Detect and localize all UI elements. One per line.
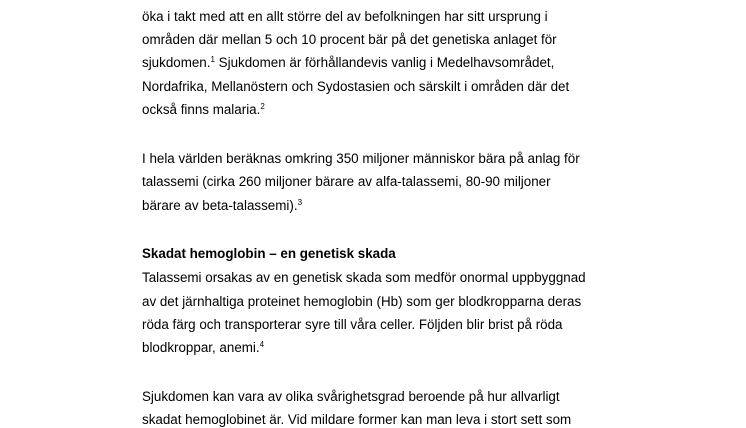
text-line: röda färg och transporterar syre till våra celler. Följden blir brist på röda [142,317,563,332]
text-line: sjukdomen.$^1$ Sjukdomen är förhållandevis vanlig i Medelhavsområdet, [142,55,555,70]
text-line: öka i takt med att en allt större del av befolkningen har sitt ursprung i [142,9,548,24]
section-heading: Skadat hemoglobin – en genetisk skada [142,246,396,261]
footnote-ref-2: 2 [260,102,265,111]
text-line: I hela världen beräknas omkring 350 miljoner människor bära på anlag för [142,151,580,166]
footnote-ref-1: 1 [210,55,215,64]
text-line: Nordafrika, Mellanöstern och Sydostasien och särskilt i områden där det [142,79,570,94]
footnote-ref-3: 3 [297,198,303,207]
text-line: områden där mellan 5 och 10 procent bär på det genetiska anlaget för [142,32,557,47]
text-line: också finns malaria.$^2$ [142,102,265,117]
text-line: talassemi (cirka 260 miljoner bärare av alfa-talassemi, 80-90 miljoner [142,174,551,189]
text-line: bärare av beta-talassemi).$^3$ [142,198,303,213]
text-line: av det järnhaltiga proteinet hemoglobin (Hb) som ger blodkropparna deras [142,294,582,309]
text-line: Talassemi orsakas av en genetisk skada som medför onormal uppbyggnad [142,270,586,285]
text-line: Sjukdomen kan vara av olika svårighetsgrad beroende på hur allvarligt [142,389,560,404]
text-line: skadat hemoglobinet är. Vid mildare former kan man leva i stort sett som [142,412,572,427]
text-line: blodkroppar, anemi.$^4$ [142,340,265,355]
footnote-ref-4: 4 [259,340,265,349]
